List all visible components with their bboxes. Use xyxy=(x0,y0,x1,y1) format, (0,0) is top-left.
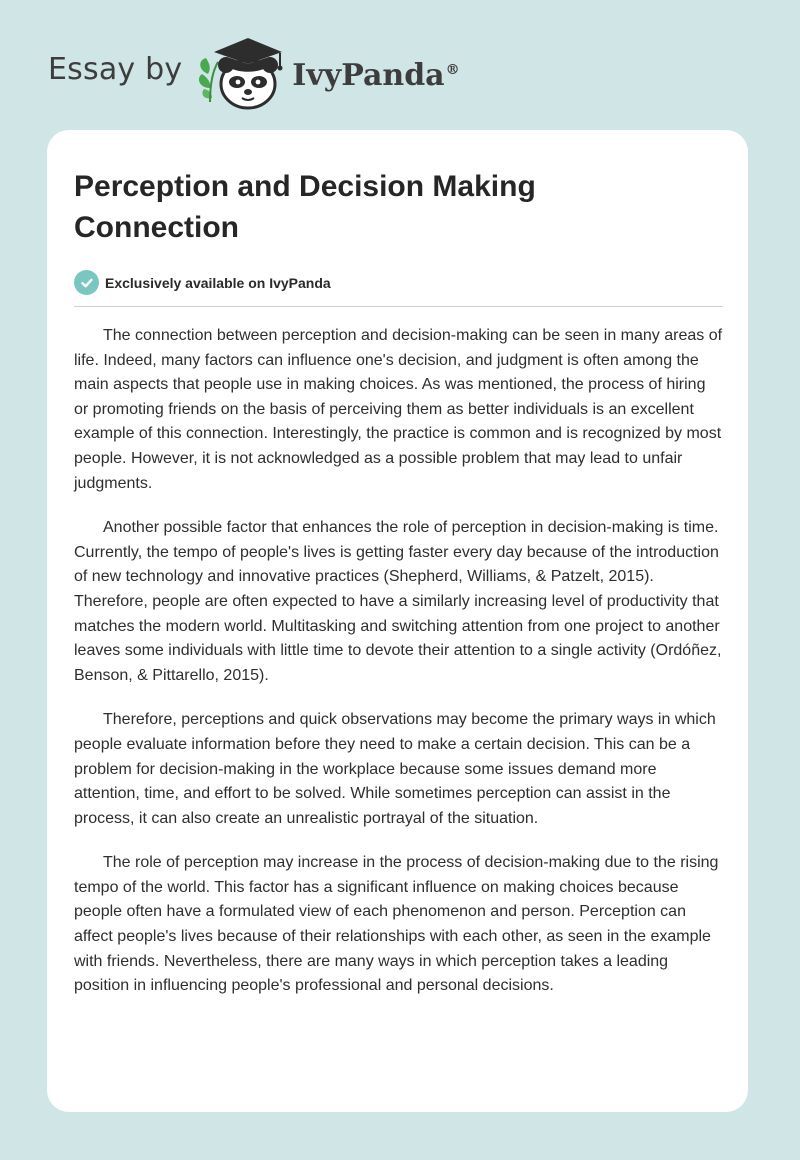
paragraph-2: Another possible factor that enhances the role of perception in decision-making is time. Currently, the tempo of people's lives is getting faster every day because of the introduction of new technology and innovative practices (Shepherd, Williams, & Patzelt, 2015). Therefore, people are often expected to have a similarly increasing level of productivity that matches the modern world. Multitasking and switching attention from one project to another leaves some individuals with little time to devote their attention to a single activity (Ordóñez, Benson, & Pittarello, 2015). xyxy=(74,519,722,684)
title-divider xyxy=(74,306,723,307)
essay-body xyxy=(74,324,724,999)
check-circle-icon xyxy=(74,270,99,295)
brand-name[interactable]: IvyPanda® xyxy=(292,57,460,93)
badge-text: Exclusively available on IvyPanda xyxy=(105,274,331,291)
site-header xyxy=(48,32,460,112)
essay-title: Perception and Decision Making Connection xyxy=(74,170,536,244)
brand-prefix: Essay by xyxy=(48,51,183,87)
exclusive-badge xyxy=(74,270,722,295)
essay-card xyxy=(47,130,748,1112)
paragraph-3: Therefore, perceptions and quick observations may become the primary ways in which people evaluate information before they need to make a certain decision. This can be a problem for decision-making in the workplace because some issues demand more attention, time, and effort to be solved. While sometimes perception can assist in the process, it can also create an unrealistic portrayal of the situation. xyxy=(74,711,716,827)
registered-mark: ® xyxy=(445,61,460,78)
panda-graduate-icon[interactable] xyxy=(196,32,288,112)
paragraph-1: The connection between perception and decision-making can be seen in many areas of life. Indeed, many factors can influence one's decision, and judgment is often among the main aspects that people use in making choices. As was mentioned, the process of hiring or promoting friends on the basis of perceiving them as better individuals is an excellent example of this connection. Interestingly, the practice is common and is recognized by most people. However, it is not acknowledged as a possible problem that may lead to unfair judgments. xyxy=(74,327,723,492)
paragraph-4: The role of perception may increase in the process of decision-making due to the rising tempo of the world. This factor has a significant influence on making choices because people often have a formulated view of each phenomenon and person. Perception can affect people's lives because of their relationships with each other, as seen in the example with friends. Nevertheless, there are many ways in which perception takes a leading position in influencing people's professional and personal decisions. xyxy=(74,854,719,995)
